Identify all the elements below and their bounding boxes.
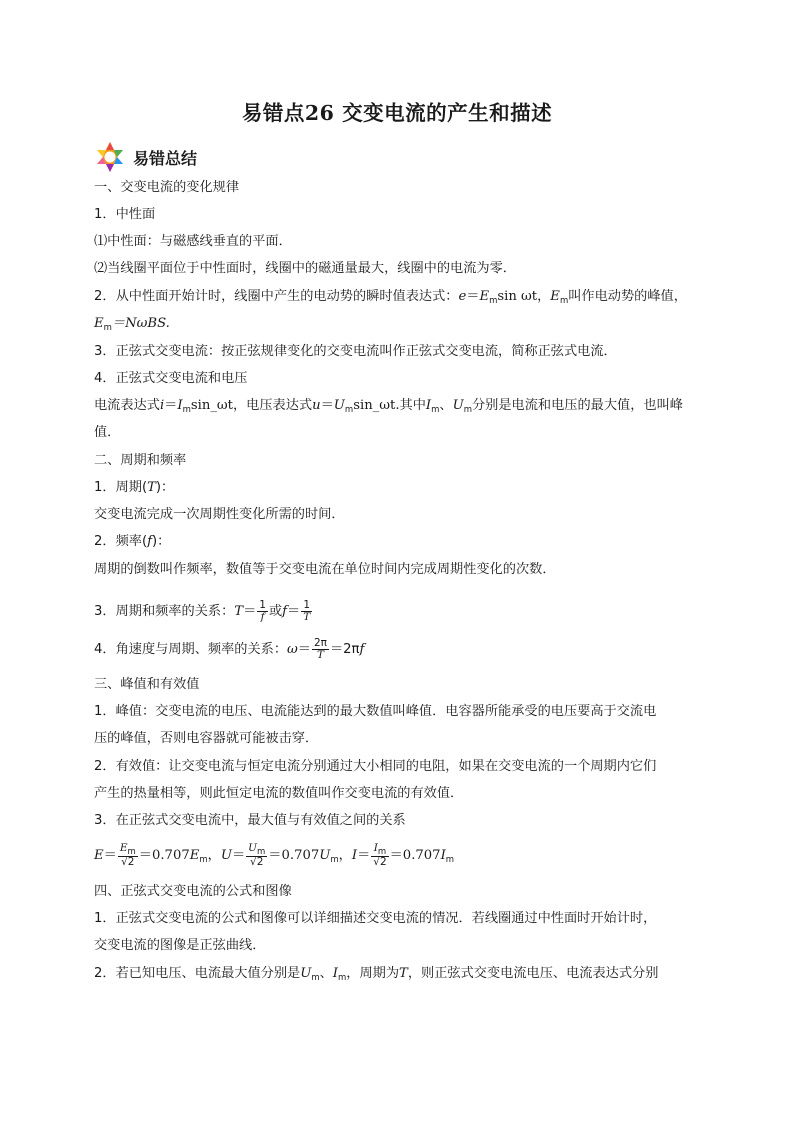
text-line: ⑵当线圈平面位于中性面时，线圈中的磁通量最大，线圈中的电流为零． bbox=[94, 261, 516, 276]
text-line: 1．峰值：交变电流的电压、电流能达到的最大数值叫峰值．电容器所能承受的电压要高于交流电 bbox=[94, 704, 657, 719]
subscript: m bbox=[338, 973, 347, 983]
text: 4．角速度与周期、频率的关系： bbox=[94, 642, 288, 657]
text: )： bbox=[152, 534, 171, 549]
fraction bbox=[301, 600, 312, 622]
subscript: m bbox=[445, 855, 455, 865]
subscript: m bbox=[199, 855, 208, 865]
symbol: I bbox=[332, 966, 339, 981]
symbol: T bbox=[234, 604, 244, 619]
subscript: m bbox=[431, 405, 440, 415]
numerator bbox=[118, 843, 138, 858]
text-line: 1．正弦式交变电流的公式和图像可以详细描述交变电流的情况．若线圈通过中性面时开始计时， bbox=[94, 911, 657, 926]
text: sin_ωt. bbox=[353, 398, 400, 413]
text: sin_ωt bbox=[190, 398, 233, 413]
text-line: 产生的热量相等，则此恒定电流的数值叫作交变电流的有效值． bbox=[94, 786, 464, 801]
subscript: m bbox=[103, 323, 112, 333]
symbol: U bbox=[248, 841, 258, 854]
text: ＝ bbox=[466, 289, 480, 304]
symbol: u bbox=[312, 398, 321, 413]
text: 2．频率( bbox=[94, 534, 148, 549]
fraction bbox=[371, 843, 388, 868]
subscript: m bbox=[257, 846, 266, 857]
text: 、 bbox=[319, 966, 333, 981]
formula-line bbox=[94, 838, 454, 878]
page-title: 易错点26 交变电流的产生和描述 bbox=[241, 101, 553, 125]
symbol: ω bbox=[287, 642, 298, 657]
text-line bbox=[94, 397, 683, 419]
text: 3．周期和频率的关系： bbox=[94, 604, 235, 619]
subscript: m bbox=[489, 296, 498, 306]
text-line: 交变电流完成一次周期性变化所需的时间． bbox=[94, 507, 345, 522]
denominator: f bbox=[260, 610, 265, 623]
heading-3: 三、峰值和有效值 bbox=[94, 677, 200, 692]
text: ＝0.707 bbox=[138, 848, 190, 863]
text: ＝2π bbox=[329, 642, 360, 657]
text: ＝ bbox=[243, 604, 257, 619]
subscript: m bbox=[182, 405, 191, 415]
numerator: 1 bbox=[301, 600, 312, 612]
text: 2．若已知电压、电流最大值分别是 bbox=[94, 966, 301, 981]
symbol: E bbox=[94, 316, 104, 331]
text: ， bbox=[338, 848, 352, 863]
subscript: m bbox=[344, 405, 354, 415]
symbol: U bbox=[300, 966, 312, 981]
text-line bbox=[94, 965, 658, 987]
symbol: e bbox=[458, 289, 467, 304]
heading-2: 二、周期和频率 bbox=[94, 453, 187, 468]
denominator: √2 bbox=[121, 856, 135, 868]
text: ＝ bbox=[320, 398, 334, 413]
symbol: ＝NωBS. bbox=[111, 316, 170, 331]
text-line bbox=[94, 595, 313, 629]
symbol: I bbox=[351, 848, 358, 863]
text: ，周期为 bbox=[346, 966, 400, 981]
text-line: 3．正弦式交变电流：按正弦规律变化的交变电流叫作正弦式交变电流，简称正弦式电流． bbox=[94, 344, 617, 359]
text: 1．周期( bbox=[94, 480, 148, 495]
symbol: E bbox=[94, 848, 104, 863]
text: ＝ bbox=[297, 642, 311, 657]
symbol: I bbox=[440, 848, 446, 863]
text-line bbox=[94, 479, 174, 497]
fraction bbox=[118, 843, 138, 868]
symbol: i bbox=[159, 398, 165, 413]
text-line bbox=[94, 315, 170, 337]
text: 叫作电动势的峰值， bbox=[568, 289, 687, 304]
text: )： bbox=[155, 480, 175, 495]
symbol: T bbox=[399, 966, 408, 981]
text: ， bbox=[207, 848, 221, 863]
symbol: U bbox=[319, 848, 331, 863]
section-label: 易错总结 bbox=[133, 148, 198, 168]
denominator: √2 bbox=[250, 856, 264, 868]
text: ＝ bbox=[103, 848, 117, 863]
text-line: 压的峰值，否则电容器就可能被击穿． bbox=[94, 731, 319, 746]
text: ＝ bbox=[231, 848, 246, 863]
text: ＝0.707 bbox=[389, 848, 441, 863]
text: ＝ bbox=[357, 848, 371, 863]
symbol: f bbox=[282, 604, 288, 619]
text-line bbox=[94, 288, 687, 310]
text-line: 4．正弦式交变电流和电压 bbox=[94, 371, 248, 386]
text-line: ⑴中性面：与磁感线垂直的平面． bbox=[94, 234, 292, 249]
text-line bbox=[94, 633, 364, 667]
text: 、 bbox=[439, 398, 453, 413]
denominator: T bbox=[316, 648, 324, 661]
text: 电流表达式 bbox=[94, 398, 160, 413]
symbol: U bbox=[220, 848, 232, 863]
symbol: U bbox=[333, 398, 345, 413]
section-header bbox=[93, 140, 197, 174]
subscript: m bbox=[463, 405, 472, 415]
fraction bbox=[257, 600, 268, 622]
symbol: I bbox=[177, 398, 183, 413]
text: 或 bbox=[268, 604, 283, 619]
numerator bbox=[371, 843, 388, 858]
subscript: m bbox=[311, 973, 320, 983]
text-line: 值． bbox=[94, 425, 121, 440]
text-line: 2．有效值：让交变电流与恒定电流分别通过大小相同的电阻，如果在交变电流的一个周期内它们 bbox=[94, 759, 657, 774]
denominator: √2 bbox=[373, 856, 387, 868]
text: sin ωt bbox=[497, 289, 538, 304]
text: ，则正弦式交变电流电压、电流表达式分别 bbox=[407, 966, 659, 981]
symbol: E bbox=[550, 289, 560, 304]
text: ， bbox=[537, 289, 551, 304]
text: ，电压表达式 bbox=[232, 398, 313, 413]
subscript: m bbox=[127, 846, 136, 857]
numerator: 1 bbox=[259, 599, 266, 611]
symbol: I bbox=[425, 398, 432, 413]
text-line: 1．中性面 bbox=[94, 207, 156, 222]
text: ＝0.707 bbox=[268, 848, 320, 863]
heading-1: 一、交变电流的变化规律 bbox=[94, 180, 240, 195]
text-line: 交变电流的图像是正弦曲线． bbox=[94, 938, 266, 953]
text-line: 3．在正弦式交变电流中，最大值与有效值之间的关系 bbox=[94, 813, 406, 828]
text: ＝ bbox=[287, 604, 301, 619]
subscript: m bbox=[330, 855, 339, 865]
symbol: E bbox=[189, 848, 200, 863]
symbol: U bbox=[452, 398, 464, 413]
symbol: f bbox=[147, 534, 152, 549]
symbol: E bbox=[119, 841, 128, 854]
text-line bbox=[94, 533, 170, 551]
subscript: m bbox=[377, 846, 387, 857]
heading-4: 四、正弦式交变电流的公式和图像 bbox=[94, 884, 292, 899]
star-logo-icon bbox=[93, 140, 127, 174]
symbol: E bbox=[479, 289, 490, 304]
symbol: I bbox=[373, 841, 378, 854]
numerator: 2π bbox=[313, 637, 327, 649]
text-line: 周期的倒数叫作频率，数值等于交变电流在单位时间内完成周期性变化的次数． bbox=[94, 562, 556, 577]
text: 2．从中性面开始计时，线圈中产生的电动势的瞬时值表达式： bbox=[94, 289, 459, 304]
text: 分别是电流和电压的最大值，也叫峰 bbox=[472, 398, 683, 413]
fraction bbox=[246, 843, 267, 868]
symbol: T bbox=[147, 480, 156, 495]
text: 其中 bbox=[399, 398, 426, 413]
symbol: f bbox=[359, 642, 365, 657]
numerator bbox=[246, 843, 267, 858]
fraction bbox=[312, 638, 329, 660]
text: ＝ bbox=[164, 398, 178, 413]
denominator: T bbox=[303, 610, 311, 623]
subscript: m bbox=[559, 296, 569, 306]
